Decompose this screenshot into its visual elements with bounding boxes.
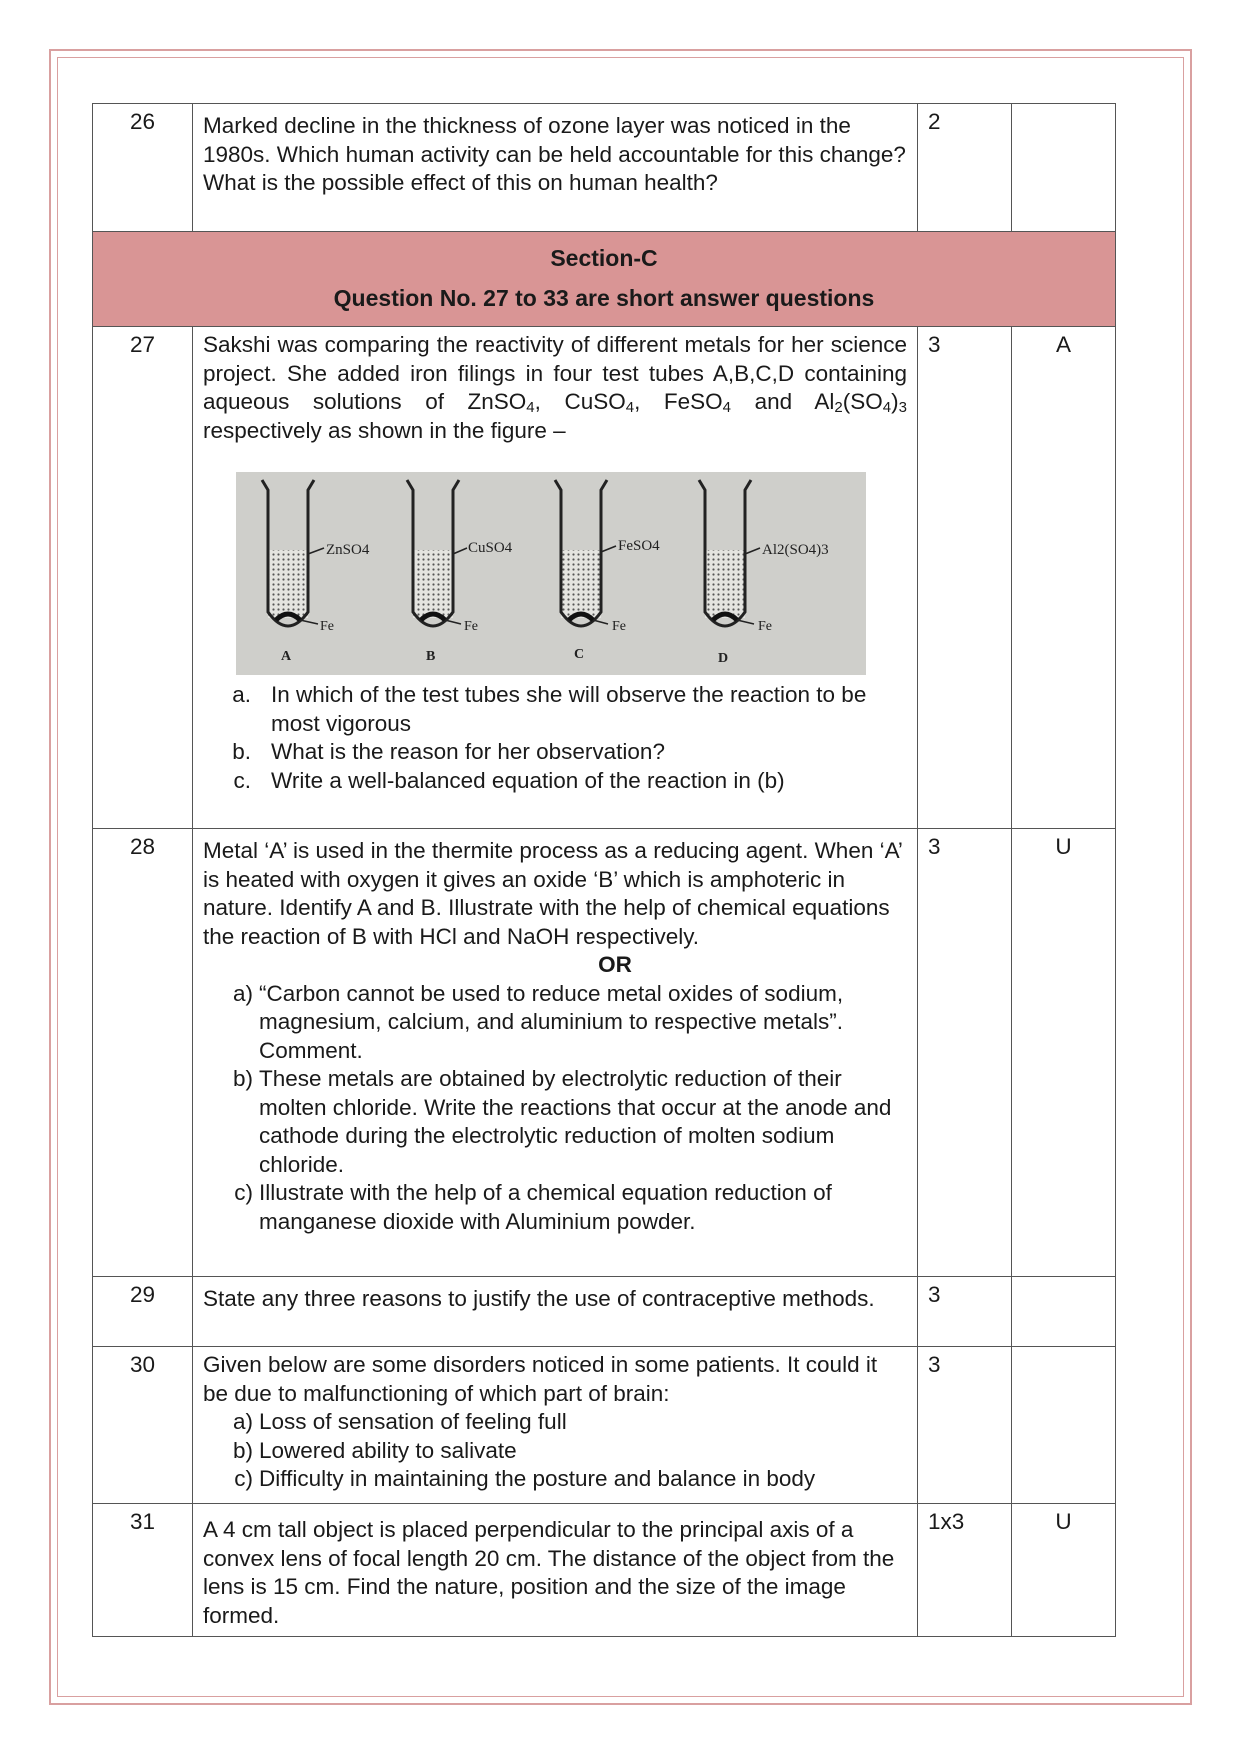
question-category (1012, 1277, 1116, 1347)
subscript: 3 (898, 399, 907, 416)
section-header-row (93, 232, 1116, 327)
tube-label-b: B (426, 649, 436, 664)
question-number: 31 (93, 1504, 193, 1637)
section-title: Section-C (550, 245, 658, 271)
list-item (203, 1065, 907, 1179)
subscript: 2 (834, 399, 843, 416)
solution-label-a: ZnSO4 (326, 542, 370, 558)
question-category: A (1012, 327, 1116, 829)
tube-label-d: D (718, 651, 729, 666)
leader-line (593, 620, 608, 624)
subscript: 4 (722, 399, 732, 416)
formula-part: FeSO (663, 389, 723, 414)
question-text: Metal ‘A’ is used in the thermite process as a reducing agent. When ‘A’ is heated with oxygen it gives an oxide ‘B’ which is amphoteric in nature. Identify A and B. Illustrate with the help of chemical equations the reaction of B with HCl and NaOH respectively. (203, 838, 903, 949)
question-number: 26 (93, 104, 193, 232)
leader-line (745, 548, 760, 554)
leader-line (737, 620, 754, 624)
solution-label-d: Al2(SO4)3 (762, 542, 829, 558)
list-item (203, 681, 907, 738)
question-marks: 3 (918, 1347, 1012, 1504)
list-item-text: These metals are obtained by electrolytic reduction of their molten chloride. Write the reactions that occur at the anode and cathode during the electrolytic reduction of molten sodium chloride. (259, 1066, 892, 1177)
list-item-label: c) (234, 1466, 253, 1491)
tube-label-a: A (281, 649, 292, 664)
leader-line (601, 546, 616, 552)
formula-part: (SO (842, 389, 883, 414)
question-category: U (1012, 829, 1116, 1277)
section-header (93, 232, 1116, 327)
list-item-text: What is the reason for her observation? (271, 739, 665, 764)
list-item-text: Lowered ability to salivate (259, 1437, 517, 1463)
leader-line (453, 548, 467, 554)
question-table (92, 103, 1116, 1637)
question-text: Marked decline in the thickness of ozone layer was noticed in the 1980s. Which human activity can be held accountable for this change? What is the possible effect of this on human health? (193, 104, 918, 232)
list-item (203, 767, 907, 796)
fe-label-d: Fe (758, 619, 772, 634)
question-category: U (1012, 1504, 1116, 1637)
test-tube-d (699, 480, 760, 626)
list-item-label: a) (232, 1409, 253, 1434)
list-item (203, 980, 907, 1066)
question-number: 29 (93, 1277, 193, 1347)
list-item-text: Loss of sensation of feeling full (259, 1409, 567, 1434)
test-tube-b (407, 480, 467, 626)
sub-question-list (203, 1408, 907, 1494)
list-item-label: b. (232, 739, 251, 764)
section-subtitle: Question No. 27 to 33 are short answer questions (333, 285, 875, 311)
list-item-label: a) (232, 980, 253, 1006)
formula-part: ) (891, 389, 899, 414)
or-label: OR (598, 952, 632, 977)
question-row-28 (93, 829, 1116, 1277)
question-row-26 (93, 104, 1116, 232)
fe-label-b: Fe (464, 619, 478, 634)
punctuation: , (534, 389, 541, 414)
question-category (1012, 1347, 1116, 1504)
question-marks: 3 (918, 1277, 1012, 1347)
test-tube-figure (236, 472, 866, 675)
question-text: A 4 cm tall object is placed perpendicular to the principal axis of a convex lens of focal length 20 cm. The distance of the object from the lens is 15 cm. Find the nature, position and the size of the image formed. (193, 1504, 918, 1637)
question-text: Given below are some disorders noticed in some patients. It could it be due to malfunctioning of which part of brain: (203, 1352, 878, 1406)
question-category (1012, 104, 1116, 232)
leader-line (445, 620, 461, 624)
list-item-text: “Carbon cannot be used to reduce metal oxides of sodium, magnesium, calcium, and aluminium to respective metals”. Comment. (259, 980, 844, 1063)
list-item (203, 1465, 907, 1494)
question-content (193, 829, 918, 1277)
question-marks: 3 (918, 327, 1012, 829)
formula-part: CuSO (564, 389, 626, 414)
formula-part: and Al (754, 389, 835, 414)
list-item (203, 1179, 907, 1236)
subscript: 4 (882, 399, 892, 416)
question-number: 30 (93, 1347, 193, 1504)
sub-question-list (203, 681, 907, 795)
question-marks: 2 (918, 104, 1012, 232)
question-text (203, 331, 907, 445)
list-item (203, 738, 907, 767)
test-tube-diagram (236, 472, 866, 675)
list-item-label: b) (232, 1066, 253, 1091)
test-tube-c (555, 480, 616, 626)
sub-question-list (203, 980, 907, 1237)
fe-label-a: Fe (320, 619, 334, 634)
list-item-label: c. (233, 767, 251, 793)
subscript: 4 (625, 399, 635, 416)
question-text: State any three reasons to justify the use of contraceptive methods. (193, 1277, 918, 1347)
question-row-27 (93, 327, 1116, 829)
question-text-part: respectively as shown in the figure – (203, 417, 566, 443)
leader-line (300, 620, 318, 624)
question-row-30 (93, 1347, 1116, 1504)
list-item-text: In which of the test tubes she will observe the reaction to be most vigorous (271, 682, 867, 736)
question-marks: 3 (918, 829, 1012, 1277)
list-item-label: a. (232, 682, 251, 707)
question-row-31 (93, 1504, 1116, 1637)
subscript: 4 (526, 399, 535, 416)
test-tube-a (262, 480, 324, 626)
list-item (203, 1408, 907, 1437)
solution-label-c: FeSO4 (618, 538, 660, 554)
question-content (193, 327, 918, 829)
list-item-text: Write a well-balanced equation of the reaction in (b) (271, 767, 785, 793)
list-item-label: c) (234, 1180, 253, 1205)
tube-label-c: C (574, 647, 585, 662)
question-number: 27 (93, 327, 193, 829)
list-item-text: Illustrate with the help of a chemical equation reduction of manganese dioxide with Aluminium powder. (259, 1180, 832, 1234)
list-item-label: b) (232, 1437, 253, 1463)
question-text-part: Sakshi was comparing the reactivity of different metals for her science project. She added iron filings in four test tubes A,B,C,D containing aqueous solutions of ZnSO (203, 332, 907, 414)
list-item (203, 1437, 907, 1466)
question-row-29 (93, 1277, 1116, 1347)
question-marks: 1x3 (918, 1504, 1012, 1637)
list-item-text: Difficulty in maintaining the posture and balance in body (259, 1466, 816, 1491)
fe-label-c: Fe (612, 619, 626, 634)
question-number: 28 (93, 829, 193, 1277)
punctuation: , (634, 389, 641, 414)
solution-label-b: CuSO4 (468, 540, 513, 556)
question-content (193, 1347, 918, 1504)
leader-line (308, 548, 324, 554)
